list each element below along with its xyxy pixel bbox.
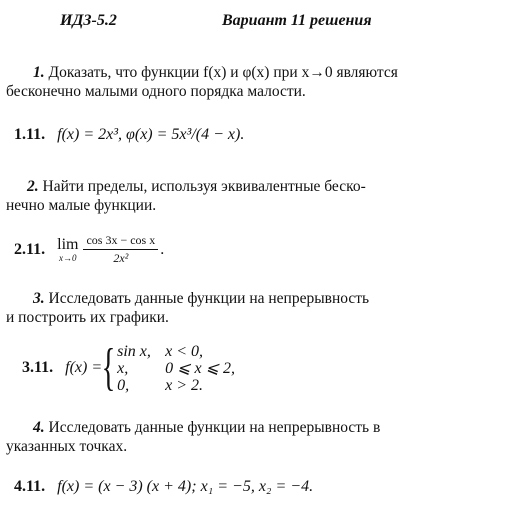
task-1-line-2: бесконечно малыми одного порядка малости. bbox=[6, 83, 306, 100]
problem-2-11 bbox=[14, 233, 164, 266]
task-4-text: Исследовать данные функции на непрерывность в bbox=[48, 419, 381, 436]
task-2-line-1 bbox=[27, 177, 366, 196]
problem-1-11-number: 1.11. bbox=[14, 126, 46, 143]
task-4-line-2: указанных точках. bbox=[6, 438, 128, 455]
task-1-line-1 bbox=[33, 63, 398, 82]
limit-operator bbox=[57, 237, 78, 263]
task-2-line-2: нечно малые функции. bbox=[6, 197, 157, 214]
task-3-line-1 bbox=[33, 289, 369, 308]
task-1-text: Доказать, что функции f(x) и φ(x) при x→0 являются bbox=[48, 64, 398, 81]
case-1-cond: x < 0, bbox=[165, 342, 203, 360]
left-brace: { bbox=[101, 339, 116, 396]
limit-word: lim bbox=[57, 235, 79, 253]
problem-1-11-formula: f(x) = 2x³, φ(x) = 5x³/(4 − x). bbox=[57, 126, 245, 143]
task-3-line-2: и построить их графики. bbox=[6, 309, 169, 326]
problem-3-11-number: 3.11. bbox=[22, 359, 54, 376]
task-2-text: Найти пределы, используя эквивалентные беско- bbox=[42, 178, 366, 195]
limit-period: . bbox=[160, 240, 165, 258]
problem-4-11 bbox=[14, 478, 313, 496]
problem-2-11-number: 2.11. bbox=[14, 240, 46, 258]
problem-4-11-number: 4.11. bbox=[14, 478, 46, 495]
piecewise-lhs: f(x) = bbox=[65, 359, 103, 376]
piecewise-function bbox=[65, 339, 236, 396]
task-1-number: 1. bbox=[33, 64, 45, 81]
task-3-text: Исследовать данные функции на непрерывность bbox=[48, 290, 370, 307]
limit-expression bbox=[57, 233, 164, 266]
doc-variant: Вариант 11 решения bbox=[222, 12, 372, 29]
task-3-number: 3. bbox=[33, 290, 45, 307]
fraction-numerator: cos 3x − cos x bbox=[83, 233, 158, 250]
case-1-expr: sin x, bbox=[117, 342, 151, 360]
task-2-number: 2. bbox=[27, 178, 39, 195]
problem-1-11 bbox=[14, 126, 244, 144]
fraction-denominator: 2x² bbox=[113, 251, 129, 265]
task-4-line-1 bbox=[33, 418, 380, 437]
limit-subscript: x→0 bbox=[59, 252, 77, 263]
piecewise-cases bbox=[117, 343, 235, 394]
limit-fraction bbox=[83, 233, 158, 266]
case-3-expr: 0, bbox=[117, 376, 130, 394]
case-2-cond: 0 ⩽ x ⩽ 2, bbox=[165, 359, 236, 377]
problem-3-11 bbox=[22, 339, 236, 396]
doc-code: ИДЗ-5.2 bbox=[60, 12, 117, 29]
problem-4-11-formula: f(x) = (x − 3) (x + 4); x₁ = −5, x₂ = −4. bbox=[57, 478, 314, 495]
case-2-expr: x, bbox=[117, 359, 129, 377]
task-4-number: 4. bbox=[33, 419, 45, 436]
case-3-cond: x > 2. bbox=[165, 376, 203, 394]
